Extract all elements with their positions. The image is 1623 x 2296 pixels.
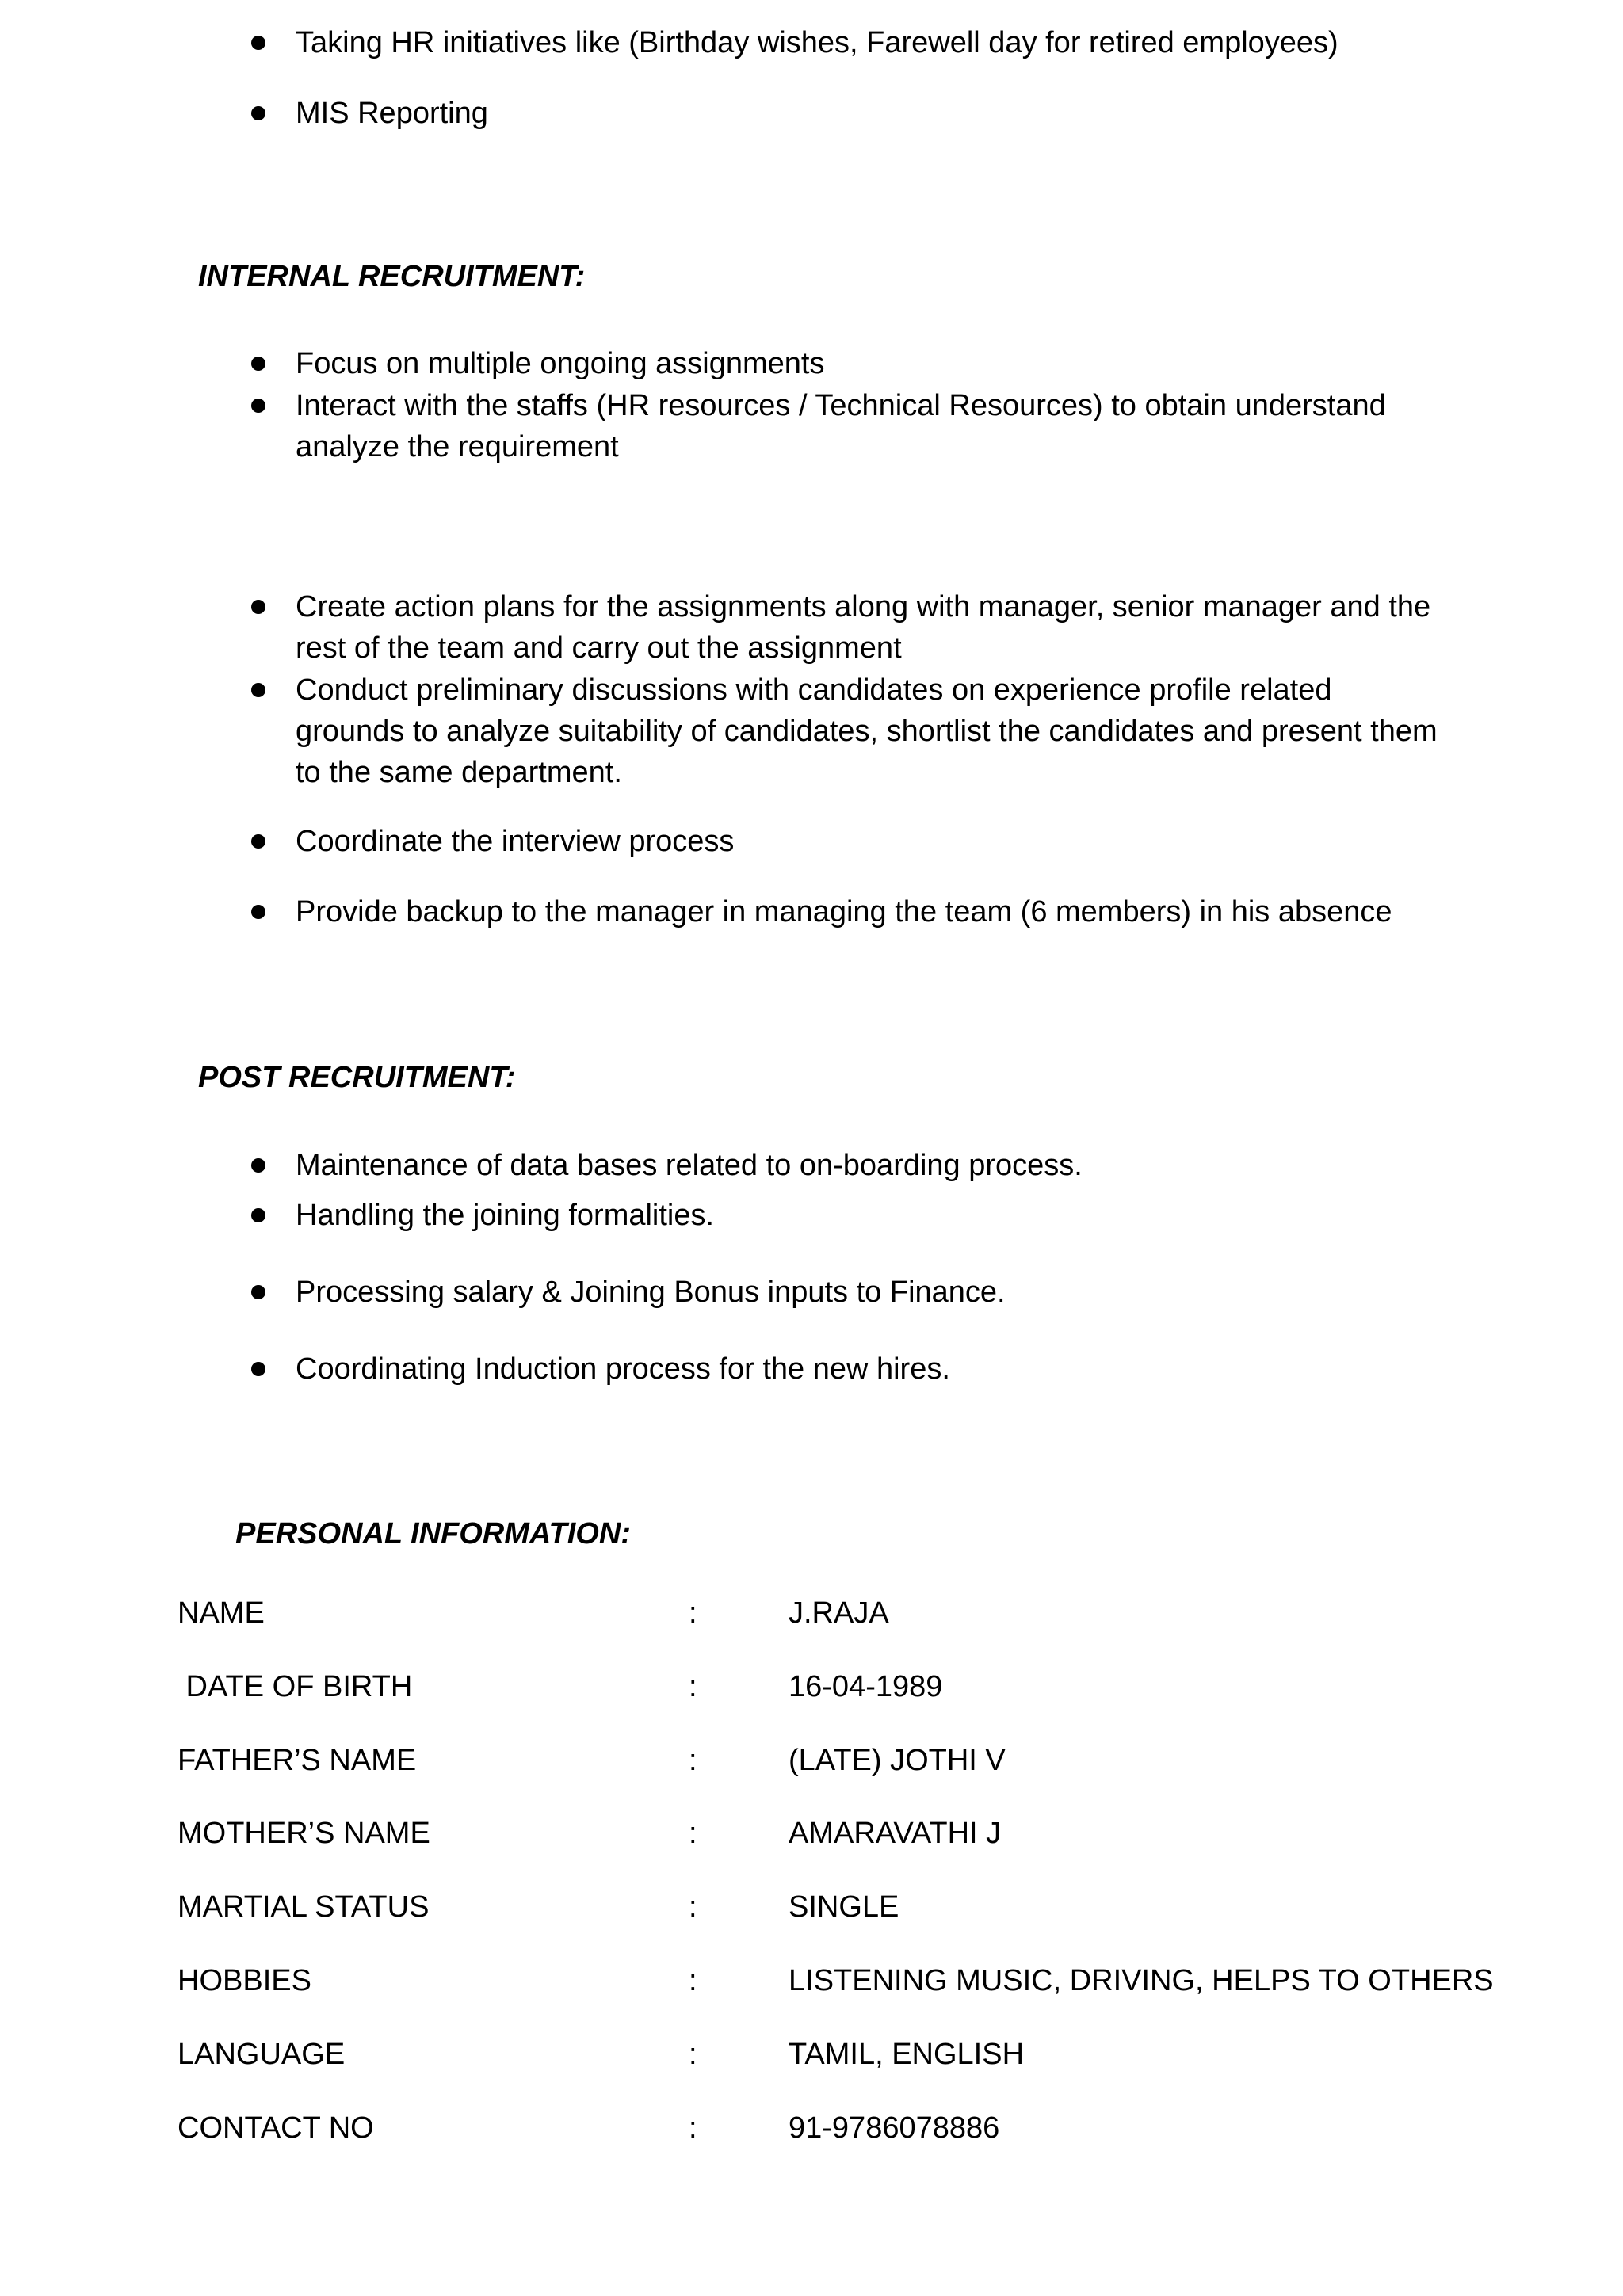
info-label: MARTIAL STATUS xyxy=(178,1890,430,1924)
info-row-martial-status xyxy=(0,1886,1623,1928)
bullet-text: Processing salary & Joining Bonus inputs to Finance. xyxy=(296,1276,1006,1309)
bullet-icon xyxy=(251,399,265,413)
section-heading-internal-recruitment: INTERNAL RECRUITMENT: xyxy=(198,260,586,293)
bullet-text: Handling the joining formalities. xyxy=(296,1199,715,1232)
info-value: 91-9786078886 xyxy=(789,2111,1000,2145)
bullet-text: Coordinate the interview process xyxy=(296,825,735,858)
info-separator: : xyxy=(689,1890,697,1924)
info-label: MOTHER’S NAME xyxy=(178,1817,430,1850)
info-label: LANGUAGE xyxy=(178,2038,346,2071)
info-value: SINGLE xyxy=(789,1890,899,1924)
info-label: NAME xyxy=(178,1596,265,1630)
bullet-text: Interact with the staffs (HR resources / Technical Resources) to obtain understand analyze the requirement xyxy=(296,389,1395,463)
info-label: CONTACT NO xyxy=(178,2111,374,2145)
bullet-icon xyxy=(251,106,265,120)
info-value: (LATE) JOTHI V xyxy=(789,1744,1006,1777)
section-heading-personal-information: PERSONAL INFORMATION: xyxy=(235,1517,631,1550)
bullet-text: Taking HR initiatives like (Birthday wishes, Farewell day for retired employees) xyxy=(296,26,1338,59)
bullet-icon xyxy=(251,600,265,614)
info-value: TAMIL, ENGLISH xyxy=(789,2038,1025,2071)
info-value: J.RAJA xyxy=(789,1596,889,1630)
info-separator: : xyxy=(689,1817,697,1850)
bullet-icon xyxy=(251,1362,265,1376)
bullet-icon xyxy=(251,834,265,849)
info-row-hobbies xyxy=(0,1960,1623,2001)
info-label: DATE OF BIRTH xyxy=(178,1670,413,1703)
info-separator: : xyxy=(689,1670,697,1703)
info-separator: : xyxy=(689,2111,697,2145)
bullet-text: Create action plans for the assignments along with manager, senior manager and the rest of the team and carry out the assignment xyxy=(296,590,1439,665)
bullet-text: Maintenance of data bases related to on-boarding process. xyxy=(296,1149,1083,1182)
bullet-icon xyxy=(251,357,265,371)
info-label: FATHER’S NAME xyxy=(178,1744,417,1777)
bullet-text: Focus on multiple ongoing assignments xyxy=(296,347,825,380)
info-separator: : xyxy=(689,1596,697,1630)
info-value: 16-04-1989 xyxy=(789,1670,943,1703)
info-separator: : xyxy=(689,1744,697,1777)
info-separator: : xyxy=(689,2038,697,2071)
section-heading-post-recruitment: POST RECRUITMENT: xyxy=(198,1061,516,1094)
info-row-language xyxy=(0,2034,1623,2075)
bullet-text: Coordinating Induction process for the new hires. xyxy=(296,1352,950,1386)
bullet-text: MIS Reporting xyxy=(296,97,488,130)
bullet-icon xyxy=(251,905,265,919)
info-row-mothers-name xyxy=(0,1813,1623,1854)
info-value: LISTENING MUSIC, DRIVING, HELPS TO OTHERS xyxy=(789,1964,1494,1997)
info-row-fathers-name xyxy=(0,1740,1623,1781)
info-row-contact-no xyxy=(0,2107,1623,2149)
bullet-text: Provide backup to the manager in managing the team (6 members) in his absence xyxy=(296,895,1392,929)
info-separator: : xyxy=(689,1964,697,1997)
info-row-name xyxy=(0,1592,1623,1634)
bullet-icon xyxy=(251,36,265,50)
bullet-icon xyxy=(251,1285,265,1299)
bullet-text: Conduct preliminary discussions with candidates on experience profile related grounds to analyze suitability of candidates, shortlist the candidates and present them to the same department. xyxy=(296,673,1446,789)
info-row-date-of-birth xyxy=(0,1666,1623,1707)
info-value: AMARAVATHI J xyxy=(789,1817,1002,1850)
bullet-icon xyxy=(251,683,265,697)
bullet-icon xyxy=(251,1158,265,1173)
bullet-icon xyxy=(251,1208,265,1222)
info-label: HOBBIES xyxy=(178,1964,311,1997)
